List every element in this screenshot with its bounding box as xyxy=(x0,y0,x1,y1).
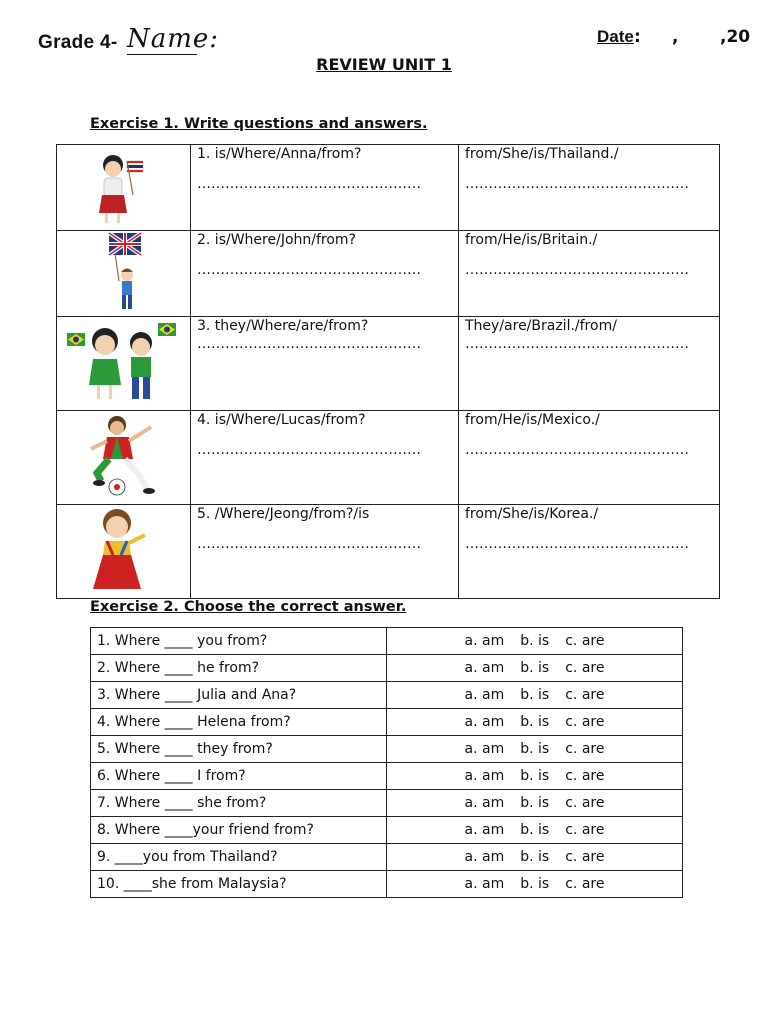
option-a[interactable]: a. am xyxy=(464,660,505,676)
exercise2-title: Exercise 2. Choose the correct answer. xyxy=(90,599,407,615)
options-cell xyxy=(387,682,683,709)
page-title: REVIEW UNIT 1 xyxy=(316,55,452,74)
question-text: 9. ____you from Thailand? xyxy=(97,849,278,865)
question-text: 2. Where ____ he from? xyxy=(97,660,260,676)
option-c[interactable]: c. are xyxy=(565,876,605,892)
option-a[interactable]: a. am xyxy=(464,714,505,730)
options-cell xyxy=(387,628,683,655)
question-text: 2. is/Where/John/from? xyxy=(197,232,356,248)
option-a[interactable]: a. am xyxy=(464,876,505,892)
option-a[interactable]: a. am xyxy=(464,795,505,811)
question-cell xyxy=(91,817,387,844)
korean-girl-illustration xyxy=(57,505,190,597)
exercise1-row xyxy=(57,505,720,599)
question-text: 6. Where ____ I from? xyxy=(97,768,246,784)
answer-blank[interactable]: ………………………………………… xyxy=(197,262,421,278)
answer-text: from/He/is/Mexico./ xyxy=(465,412,600,428)
options-cell xyxy=(387,817,683,844)
picture-cell xyxy=(57,317,191,411)
question-cell xyxy=(91,763,387,790)
answer-cell xyxy=(459,145,720,231)
option-c[interactable]: c. are xyxy=(565,768,605,784)
question-cell xyxy=(91,790,387,817)
answer-blank[interactable]: ………………………………………… xyxy=(465,442,689,458)
option-c[interactable]: c. are xyxy=(565,822,605,838)
option-b[interactable]: b. is xyxy=(520,768,550,784)
question-text: 3. they/Where/are/from? xyxy=(197,318,369,334)
exercise2-row xyxy=(91,763,683,790)
british-boy-illustration xyxy=(57,231,190,315)
answer-blank[interactable]: ………………………………………… xyxy=(465,536,689,552)
option-b[interactable]: b. is xyxy=(520,633,550,649)
option-c[interactable]: c. are xyxy=(565,849,605,865)
answer-blank[interactable]: ………………………………………… xyxy=(197,536,421,552)
question-cell xyxy=(91,844,387,871)
answer-text: from/She/is/Thailand./ xyxy=(465,146,619,162)
exercise2-row xyxy=(91,736,683,763)
date-label: Date xyxy=(597,27,634,46)
option-b[interactable]: b. is xyxy=(520,741,550,757)
picture-cell xyxy=(57,145,191,231)
options-cell xyxy=(387,790,683,817)
question-cell xyxy=(91,709,387,736)
question-text: 1. Where ____ you from? xyxy=(97,633,268,649)
answer-blank[interactable]: ………………………………………… xyxy=(197,336,421,352)
answer-blank[interactable]: ………………………………………… xyxy=(465,176,689,192)
option-b[interactable]: b. is xyxy=(520,660,550,676)
options-cell xyxy=(387,709,683,736)
question-cell xyxy=(91,655,387,682)
option-c[interactable]: c. are xyxy=(565,687,605,703)
name-label: Name: xyxy=(127,24,220,54)
answer-text: They/are/Brazil./from/ xyxy=(465,318,617,334)
exercise2-row xyxy=(91,844,683,871)
option-a[interactable]: a. am xyxy=(464,768,505,784)
answer-blank[interactable]: ………………………………………… xyxy=(465,262,689,278)
option-a[interactable]: a. am xyxy=(464,633,505,649)
question-text: 4. is/Where/Lucas/from? xyxy=(197,412,366,428)
option-a[interactable]: a. am xyxy=(464,741,505,757)
options-cell xyxy=(387,655,683,682)
question-text: 7. Where ____ she from? xyxy=(97,795,267,811)
exercise2-row xyxy=(91,790,683,817)
answer-cell xyxy=(459,317,720,411)
option-b[interactable]: b. is xyxy=(520,795,550,811)
options-cell xyxy=(387,763,683,790)
picture-cell xyxy=(57,411,191,505)
option-b[interactable]: b. is xyxy=(520,822,550,838)
question-cell xyxy=(91,628,387,655)
question-text: 10. ____she from Malaysia? xyxy=(97,876,287,892)
options-cell xyxy=(387,871,683,898)
options-cell xyxy=(387,736,683,763)
answer-text: from/He/is/Britain./ xyxy=(465,232,598,248)
option-c[interactable]: c. are xyxy=(565,795,605,811)
answer-cell xyxy=(459,505,720,599)
question-text: 8. Where ____your friend from? xyxy=(97,822,314,838)
answer-cell xyxy=(459,411,720,505)
answer-blank[interactable]: ………………………………………… xyxy=(465,336,689,352)
mexican-boy-soccer-illustration xyxy=(57,411,190,503)
question-text: 4. Where ____ Helena from? xyxy=(97,714,291,730)
exercise2-table xyxy=(90,627,683,898)
question-cell xyxy=(191,317,459,411)
exercise2-body xyxy=(91,628,683,898)
exercise1-title: Exercise 1. Write questions and answers. xyxy=(90,116,428,132)
answer-blank[interactable]: ………………………………………… xyxy=(197,442,421,458)
question-cell xyxy=(191,411,459,505)
exercise1-row xyxy=(57,145,720,231)
question-cell xyxy=(91,736,387,763)
option-c[interactable]: c. are xyxy=(565,660,605,676)
question-text: 5. /Where/Jeong/from?/is xyxy=(197,506,370,522)
question-text: 5. Where ____ they from? xyxy=(97,741,273,757)
exercise2-row xyxy=(91,628,683,655)
exercise2-row xyxy=(91,817,683,844)
options-cell xyxy=(387,844,683,871)
exercise2-row xyxy=(91,682,683,709)
brazilian-kids-illustration xyxy=(57,317,190,409)
picture-cell xyxy=(57,505,191,599)
date-colon: : xyxy=(634,27,641,47)
answer-text: from/She/is/Korea./ xyxy=(465,506,599,522)
grade-label: Grade 4- xyxy=(38,32,118,53)
exercise1-row xyxy=(57,411,720,505)
thai-girl-illustration xyxy=(57,145,190,229)
answer-blank[interactable]: ………………………………………… xyxy=(197,176,421,192)
exercise2-row xyxy=(91,709,683,736)
exercise1-row xyxy=(57,317,720,411)
question-text: 1. is/Where/Anna/from? xyxy=(197,146,362,162)
option-b[interactable]: b. is xyxy=(520,714,550,730)
exercise2-row xyxy=(91,871,683,898)
option-b[interactable]: b. is xyxy=(520,849,550,865)
option-b[interactable]: b. is xyxy=(520,687,550,703)
option-c[interactable]: c. are xyxy=(565,633,605,649)
date-year: ,20 xyxy=(720,27,751,47)
question-cell xyxy=(91,682,387,709)
picture-cell xyxy=(57,231,191,317)
option-c[interactable]: c. are xyxy=(565,714,605,730)
question-text: 3. Where ____ Julia and Ana? xyxy=(97,687,297,703)
question-cell xyxy=(191,231,459,317)
option-b[interactable]: b. is xyxy=(520,876,550,892)
option-a[interactable]: a. am xyxy=(464,822,505,838)
exercise1-row xyxy=(57,231,720,317)
question-cell xyxy=(191,145,459,231)
answer-cell xyxy=(459,231,720,317)
date-comma: , xyxy=(672,27,679,47)
exercise2-row xyxy=(91,655,683,682)
exercise1-table xyxy=(56,144,720,599)
option-a[interactable]: a. am xyxy=(464,687,505,703)
question-cell xyxy=(91,871,387,898)
option-c[interactable]: c. are xyxy=(565,741,605,757)
option-a[interactable]: a. am xyxy=(464,849,505,865)
question-cell xyxy=(191,505,459,599)
